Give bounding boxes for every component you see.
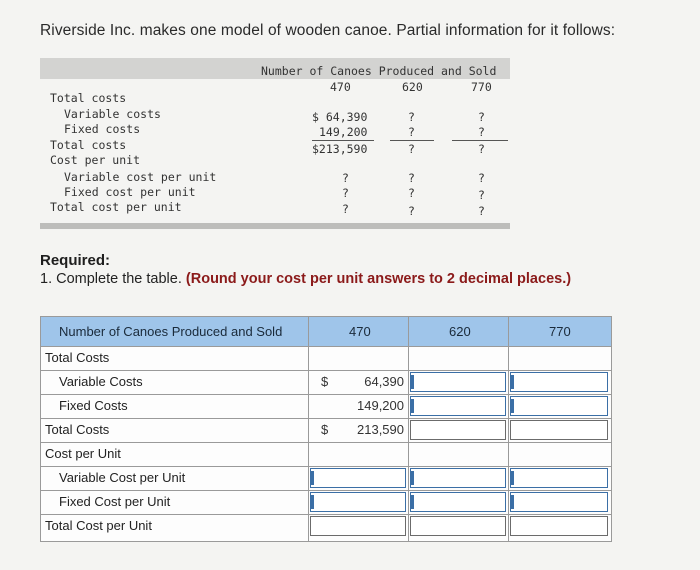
- answer-row-cost-per-unit: Cost per Unit: [45, 446, 121, 461]
- problem-q-fcu-470: ?: [342, 186, 349, 200]
- divider: [41, 346, 611, 347]
- answer-header-770: 770: [549, 324, 571, 339]
- problem-row-fixed-costs: Fixed costs: [64, 122, 141, 136]
- divider: [41, 370, 611, 371]
- instruction-rounding-note: (Round your cost per unit answers to 2 decimal places.): [185, 271, 572, 287]
- input-vcu-770[interactable]: [510, 468, 608, 488]
- divider: [408, 317, 409, 541]
- problem-q-total-770: ?: [478, 142, 485, 156]
- problem-volume-770: 770: [471, 80, 492, 94]
- answer-row-fixed-cost-per-unit: Fixed Cost per Unit: [59, 494, 171, 509]
- divider: [41, 394, 611, 395]
- problem-total-470: $213,590: [312, 142, 368, 156]
- answer-total-470: 213,590: [357, 422, 404, 437]
- problem-variable-470: $ 64,390: [312, 110, 368, 124]
- problem-row-variable-costs: Variable costs: [64, 107, 161, 121]
- input-variable-620[interactable]: [410, 372, 506, 392]
- answer-row-total-costs-2: Total Costs: [45, 422, 110, 437]
- answer-header-470: 470: [349, 324, 371, 339]
- problem-underline-620: [390, 140, 434, 141]
- problem-volume-470: 470: [330, 80, 351, 94]
- answer-fixed-470: 149,200: [357, 398, 404, 413]
- problem-q-fcu-620: ?: [408, 186, 415, 200]
- problem-row-cost-per-unit: Cost per unit: [50, 153, 141, 167]
- input-variable-770[interactable]: [510, 372, 608, 392]
- problem-q-vcu-620: ?: [408, 171, 415, 185]
- input-total-770[interactable]: [510, 420, 608, 440]
- input-total-620[interactable]: [410, 420, 506, 440]
- problem-q-fcu-770: ?: [478, 188, 485, 202]
- problem-q-vcu-770: ?: [478, 171, 485, 185]
- currency-symbol: $: [321, 374, 329, 389]
- currency-symbol: $: [321, 422, 329, 437]
- divider: [41, 418, 611, 419]
- divider: [41, 442, 611, 443]
- problem-q-variable-770: ?: [478, 110, 485, 124]
- input-fcu-470[interactable]: [310, 492, 406, 512]
- intro-text: Riverside Inc. makes one model of wooden canoe. Partial information for it follows:: [40, 22, 616, 39]
- problem-q-fixed-620: ?: [408, 125, 415, 139]
- problem-volume-620: 620: [402, 80, 423, 94]
- divider: [508, 317, 509, 541]
- divider: [41, 514, 611, 515]
- input-vcu-620[interactable]: [410, 468, 506, 488]
- divider: [41, 466, 611, 467]
- instruction: [40, 271, 571, 287]
- input-fixed-770[interactable]: [510, 396, 608, 416]
- problem-fixed-470: 149,200: [319, 125, 368, 139]
- divider: [41, 490, 611, 491]
- problem-table: [40, 58, 510, 236]
- answer-row-fixed-costs: Fixed Costs: [59, 398, 128, 413]
- answer-header-620: 620: [449, 324, 471, 339]
- problem-q-fixed-770: ?: [478, 125, 485, 139]
- input-fcu-620[interactable]: [410, 492, 506, 512]
- answer-header-label: Number of Canoes Produced and Sold: [59, 324, 283, 339]
- input-fcu-770[interactable]: [510, 492, 608, 512]
- problem-q-variable-620: ?: [408, 110, 415, 124]
- input-tcu-620[interactable]: [410, 516, 506, 536]
- problem-underline-470: [312, 140, 374, 141]
- problem-row-total-costs: Total costs: [50, 91, 127, 105]
- problem-row-variable-cost-per-unit: Variable cost per unit: [64, 170, 217, 184]
- problem-q-tcu-470: ?: [342, 202, 349, 216]
- answer-row-total-cost-per-unit: Total Cost per Unit: [45, 518, 152, 533]
- problem-q-total-620: ?: [408, 142, 415, 156]
- problem-footer-bar: [40, 223, 510, 229]
- problem-underline-770: [452, 140, 508, 141]
- input-tcu-770[interactable]: [510, 516, 608, 536]
- divider: [308, 317, 309, 541]
- problem-q-tcu-620: ?: [408, 204, 415, 218]
- answer-row-total-costs: Total Costs: [45, 350, 110, 365]
- answer-variable-470: 64,390: [364, 374, 404, 389]
- answer-table: [40, 316, 612, 542]
- problem-header: Number of Canoes Produced and Sold: [261, 64, 497, 78]
- input-tcu-470[interactable]: [310, 516, 406, 536]
- problem-row-total-costs-2: Total costs: [50, 138, 127, 152]
- problem-row-fixed-cost-per-unit: Fixed cost per unit: [64, 185, 196, 199]
- input-fixed-620[interactable]: [410, 396, 506, 416]
- problem-row-total-cost-per-unit: Total cost per unit: [50, 200, 182, 214]
- problem-q-vcu-470: ?: [342, 171, 349, 185]
- problem-q-tcu-770: ?: [478, 204, 485, 218]
- answer-row-variable-cost-per-unit: Variable Cost per Unit: [59, 470, 186, 485]
- instruction-text: 1. Complete the table.: [40, 271, 182, 287]
- answer-row-variable-costs: Variable Costs: [59, 374, 143, 389]
- input-vcu-470[interactable]: [310, 468, 406, 488]
- required-title: Required:: [40, 252, 111, 269]
